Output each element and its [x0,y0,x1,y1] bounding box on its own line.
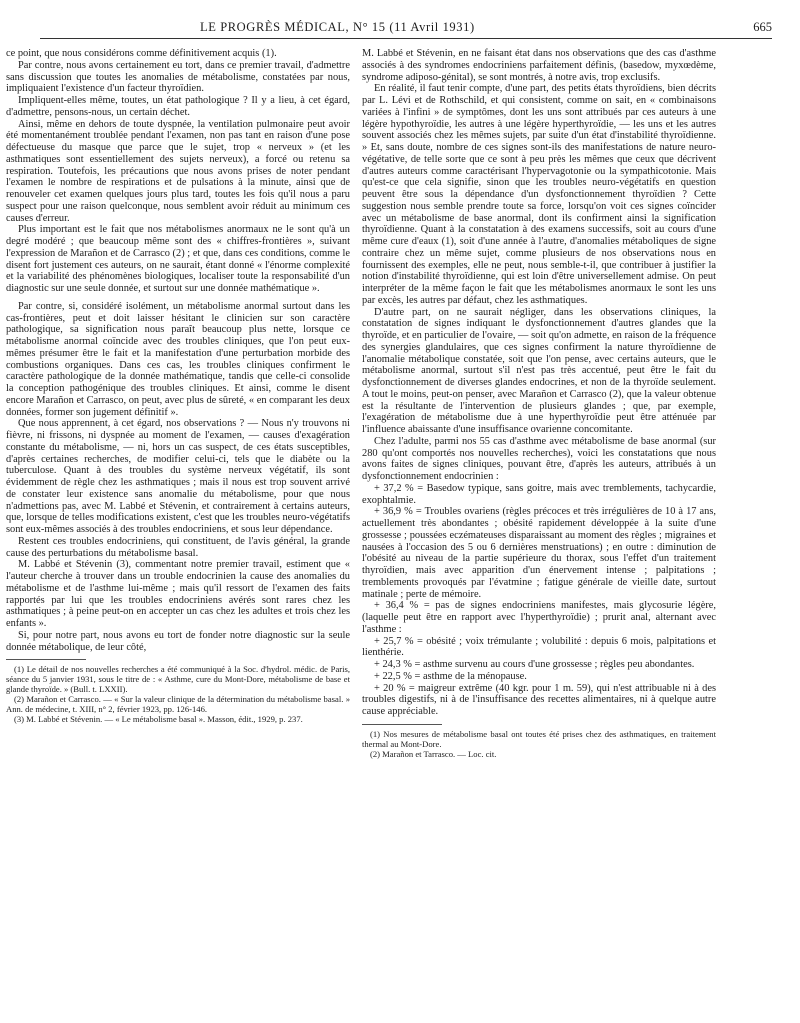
paragraph: Impliquent-elles même, toutes, un état pathologique ? Il y a lieu, à cet égard, d'admettre, pensons-nous, un certain déchet. [6,95,350,118]
paragraph: Chez l'adulte, parmi nos 55 cas d'asthme avec métabolisme de base anormal (sur 280 qu'ont comportés nos nouvelles recherches), voici les constatations que nous avons faites de signes cliniques, pouvant être, d'après les auteurs, attribués à un dysfonctionnement endocrinien : [362,435,716,482]
footnote: (3) M. Labbé et Stévenin. — « Le métabolisme basal ». Masson, édit., 1929, p. 237. [14,714,303,725]
paragraph: Ainsi, même en dehors de toute dyspnée, la ventilation pulmonaire peut avoir été momentanément troublée pendant l'examen, non pas tant en raison d'une pose défectueuse du masque que parce que le sujet, trop « nerveux » (et les asthmatiques sont essentiellement des sujets nerveux), a forcé ou retenu sa respiration. Toutefois, les précautions que nous avons prises de noter pendant l'examen le nombre de respirations et de pulsations à la minute, ainsi que de renouveler cet examen quelques jours plus tard, toutes les fois qu'il nous a paru suspect pour une raison quelconque, nous semblent avoir réduit au minimum ces causes d'erreur. [6,118,350,224]
list-item: + 37,2 % = Basedow typique, sans goitre, mais avec tremblements, tachycardie, exophtalmie. [362,482,716,506]
list-item: + 22,5 % = asthme de la ménopause. [374,670,527,682]
right-column [362,48,716,759]
footnote-rule [6,659,86,660]
paragraph: Restent ces troubles endocriniens, qui constituent, de l'avis général, la grande cause des perturbations du métabolisme basal. [6,535,350,559]
list-item: + 25,7 % = obésité ; voix trémulante ; volubilité : depuis 6 mois, palpitations et lienthérie. [362,635,716,659]
paragraph: D'autre part, on ne saurait négliger, dans les observations cliniques, la constatation de signes indiquant le dysfonctionnement d'autres glandes que la thyroïde, et en particulier de l'ovaire, — soit qu'on admette, en raison de la fréquence des synergies glandulaires, que ces signes confirment la nature thyroïdienne de l'anomalie métabolique constatée, soit que l'on pense, avec certains auteurs, que le métabolisme anormal, surtout s'il n'est pas très accentué, peut être le fait du dysfonctionnement de diverses glandes endocrines, et non de la thyroïde seulement. A tout le moins, peut-on penser, avec Marañon et Carrasco (2), que la valeur obtenue est la résultante de l'intervention de plusieurs glandes ; que, par exemple, l'exagération de métabolisme due à une hyperthyroïdie peut être atténuée par l'influence abaissante d'une insuffisance ovarienne concomitante. [362,306,716,435]
footnotes [362,729,716,759]
page-header [40,20,772,39]
paragraph: Plus important est le fait que nos métabolismes anormaux ne le sont qu'à un degré modéré ; que beaucoup même sont des « chiffres-frontières », suivant l'expression de Marañon et de Carrasco (2) ; et que, dans ces conditions, comme le disent fort justement ces auteurs, on ne saurait, étant donné « l'énorme complexité et la variabilité des phénomènes biologiques, localiser toute la responsabilité d'un diagnostic sur une seule donnée, et surtout sur une donnée mathématique ». [6,224,350,294]
findings-list [362,483,716,718]
journal-title: LE PROGRÈS MÉDICAL, N° 15 (11 Avril 1931) [200,20,475,34]
paragraph: Si, pour notre part, nous avons eu tort de fonder notre diagnostic sur la seule donnée métabolique, de leur côté, [6,629,350,653]
paragraph: M. Labbé et Stévenin (3), commentant notre premier travail, estiment que « l'auteur cherche à trouver dans un trouble endocrinien la cause des anomalies du métabolisme et de l'asthme lui-même ; mais qu'il ressort de l'examen des faits rapportés par lui que les troubles endocriniens avérés sont rares chez les asthmatiques ; à peine peut-on en accepter un cas chez les adultes et trois chez les enfants ». [6,559,350,629]
list-item: + 20 % = maigreur extrême (40 kgr. pour 1 m. 59), qui n'est attribuable ni à des troubles digestifs, ni à de l'insuffisance des recettes alimentaires, ni à quelque autre cause appréciable. [362,682,716,717]
list-item: + 36,4 % = pas de signes endocriniens manifestes, mais glycosurie légère, (laquelle peut être en rapport avec l'hyperthyroïdie) ; prurit anal, alternant avec l'asthme : [362,600,716,635]
list-item: + 36,9 % = Troubles ovariens (règles précoces et très irrégulières de 10 à 17 ans, actuellement très abondantes ; obésité rapidement développée à la suite d'une grossesse ; poussées eczémateuses disparaissant au moment des règles ; migraines et nausées à l'occasion des 5 ou 6 dernières menstruations) ; en outre : diminution de l'obésité au niveau de la partie supérieure du thorax, sous l'effet d'un traitement thyroïdien, mais avec apparition d'un énervement intense ; palpitations ; tremblements provoqués par l'évatmine ; fatigue générale de vieille date, surtout matinale ; perte de mémoire. [362,506,716,600]
footnote: (2) Marañon et Carrasco. — « Sur la valeur clinique de la détermination du métabolisme basal. » Ann. de médecine, t. XIII, n° 2, février 1923, pp. 126-146. [6,694,350,715]
page-number: 665 [753,20,772,34]
paragraph: M. Labbé et Stévenin, en ne faisant état dans nos observations que des cas d'asthme associés à des syndromes endocriniens parfaitement définis, (basedow, myxœdème, syndrome adiposo-génital), se sont montrés, à notre avis, trop exclusifs. [362,48,716,83]
footnote-rule [362,724,442,725]
footnote: (1) Nos mesures de métabolisme basal ont toutes été prises chez des asthmatiques, en traitement thermal au Mont-Dore. [362,728,716,749]
list-item: + 24,3 % = asthme survenu au cours d'une grossesse ; règles peu abondantes. [374,659,695,670]
paragraph: Par contre, nous avons certainement eu tort, dans ce premier travail, d'admettre sans discussion que toutes les anomalies de métabolisme, constatées par nous, impliquaient l'existence d'un facteur thyroïdien. [6,59,350,95]
paragraph: ce point, que nous considérons comme définitivement acquis (1). [6,48,277,59]
paragraph: Que nous apprennent, à cet égard, nos observations ? — Nous n'y trouvons ni fièvre, ni frissons, ni dyspnée au moment de l'examen, — causes d'exagération constante du métabolisme, — ni, hors un cas suspect, de ces états susceptibles, d'après certaines recherches, de modifier celui-ci, tels que le diabète ou la tuberculose. Quant à des troubles du système nerveux végétatif, ils sont évidemment de règle chez les asthmatiques ; mais il nous est trop souvent arrivé de constater leur existence sans anomalie du métabolisme, pour que nous n'admettions pas, avec M. Labbé et Stévenin, et contrairement à certains auteurs, que, lorsque de telles modifications existent, c'est que les troubles neuro-végétatifs sont eux-mêmes associés à des troubles endocriniens, et sous leur dépendance. [6,418,350,535]
paragraph: Par contre, si, considéré isolément, un métabolisme anormal surtout dans les cas-frontières, peut et doit laisser hésitant le clinicien sur son caractère pathologique, sa signification nous paraît beaucoup plus nette, lorsque ce métabolisme anormal coïncide avec des troubles cliniques, que l'on peut eux-mêmes présumer être le fait et la manifestation d'une perturbation morbide des combustions organiques. Dans ces cas, les troubles cliniques confirment le caractère pathologique de la donnée mathématique, tandis que celle-ci consolide la conception pathogénique des troubles cliniques. Et ainsi, comme le disent encore Marañon et Carrasco, on peut, avec plus de sûreté, « en comparant les deux données, former son jugement définitif ». [6,300,350,418]
footnote: (1) Le détail de nos nouvelles recherches a été communiqué à la Soc. d'hydrol. médic. de Paris, séance du 5 janvier 1931, sous le titre de : « Asthme, cure du Mont-Dore, métabolisme de base et glande thyroïde. » (Bull. t. LXXII). [6,664,350,695]
footnotes [6,664,350,724]
footnote: (2) Marañon et Tarrasco. — Loc. cit. [370,748,497,759]
paragraph: En réalité, il faut tenir compte, d'une part, des petits états thyroïdiens, bien décrits par L. Lévi et de Rothschild, et qui consistent, comme on sait, en « combinaisons variées à l'infini » de symptômes, dont les uns sont attribués par ces auteurs à une légère hypothyroïdie, les autres à une légère hyperthyroïdie, — les uns et les autres souvent associés chez les mêmes sujets, par suite d'un état d'instabilité thyroïdienne. » Et, sans doute, nombre de ces signes sont-ils des manifestations de nature neuro-végétative, de telle sorte que ce sont à peu près les mêmes que ceux que décrivent d'autres auteurs comme caractérisant l'hypervagotonie ou la sympathicotonie. Mais qu'est-ce que cela signifie, sinon que les troubles neuro-végétatifs en question peuvent être sous la dépendance d'un dysfonctionnement thyroïdien ? Cette suggestion nous semble prendre toute sa force, lorsqu'on voit ces signes coïncider avec un métabolisme de base anormal, dont ils confirment ainsi la signification thyroïdienne. Quant à la constatation à des examens successifs, soit au cours d'une même cure d'eaux (1), soit d'une année à l'autre, d'anomalies métaboliques de signe contraire chez un même sujet, comme plusieurs de nos observations nous en fournissent des exemples, elle ne peut, nous semble-t-il, que contribuer à justifier la notion d'instabilité thyroïdienne, qui est loin d'être universellement admise. On peut interpréter de la même façon le fait que les métabolismes anormaux le sont les uns par excès, les autres par défaut, chez les asthmatiques. [362,83,716,306]
left-column [6,48,350,724]
